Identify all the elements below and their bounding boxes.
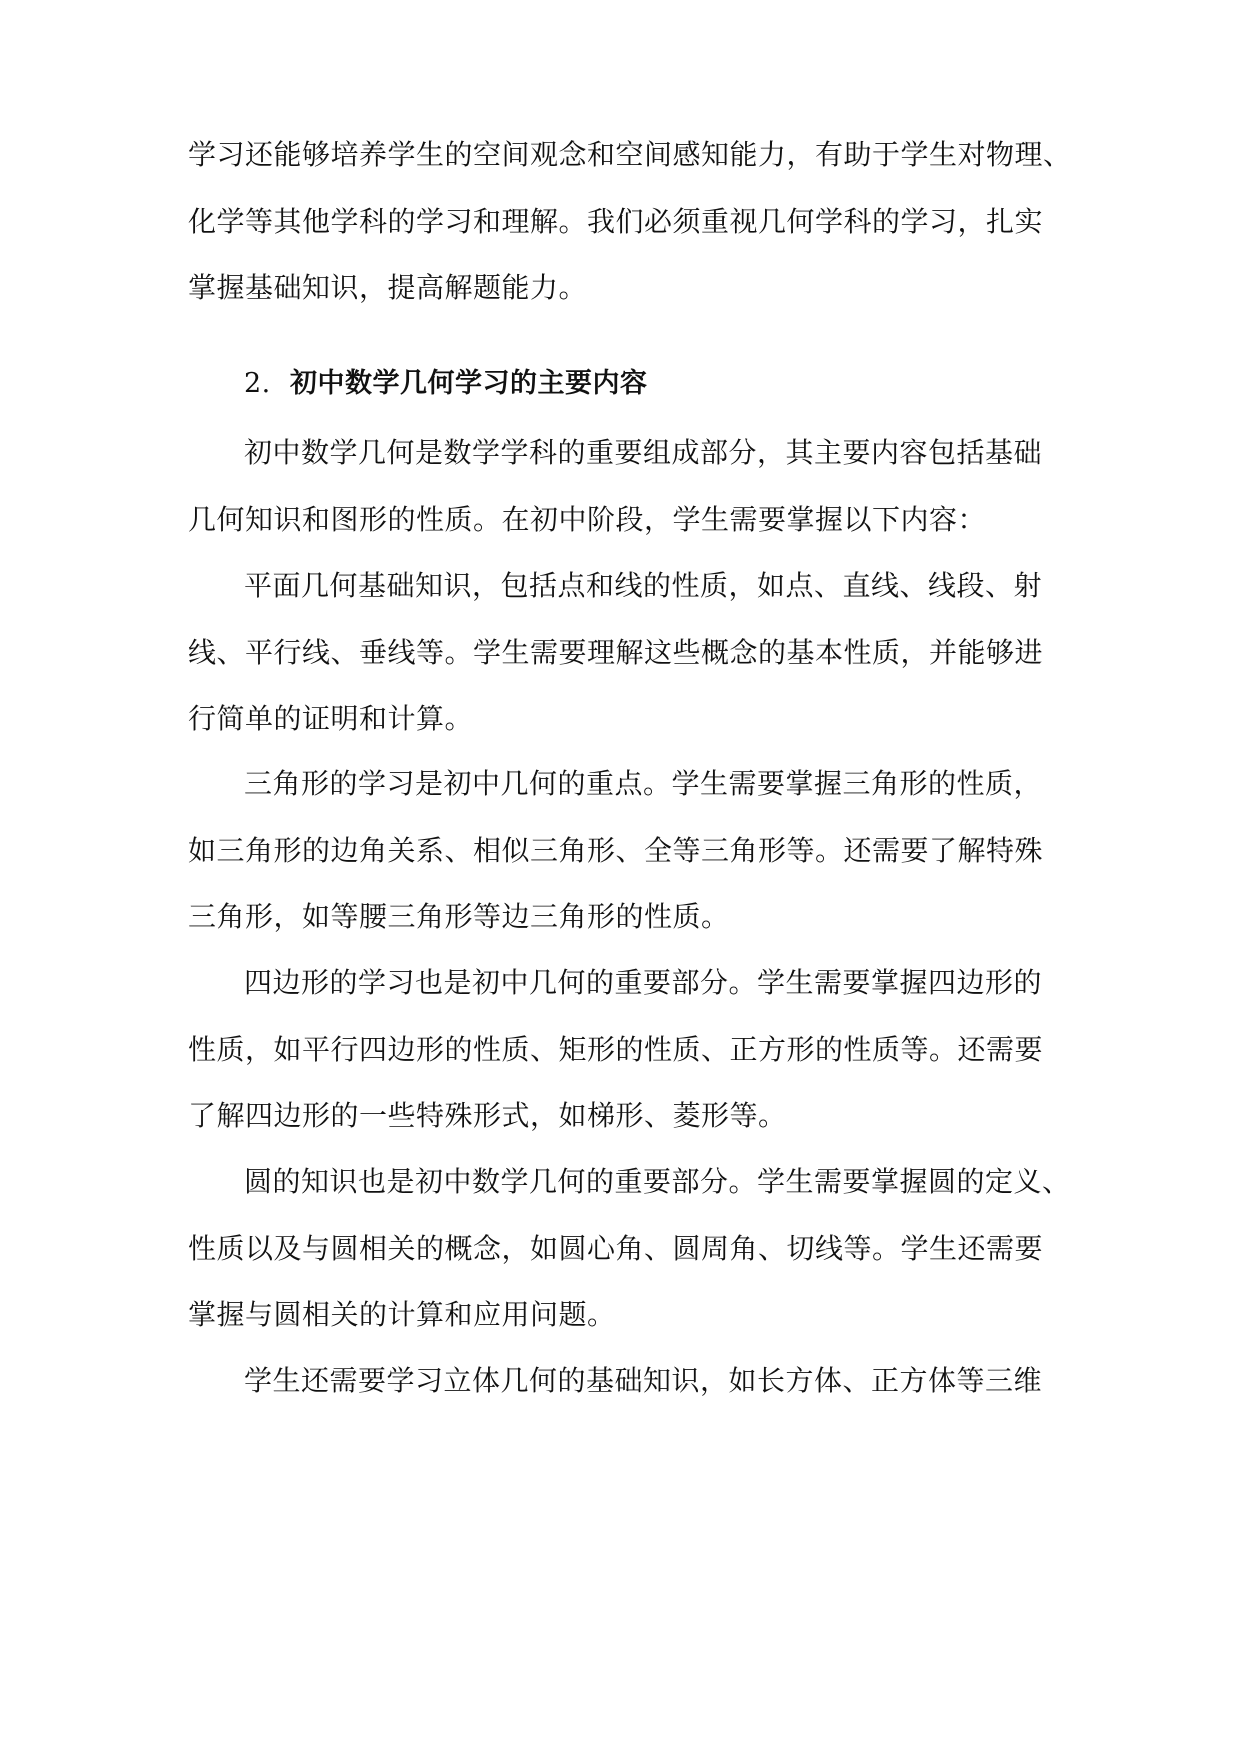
text-line: 化学等其他学科的学习和理解。我们必须重视几何学科的学习，扎实 (188, 205, 1044, 238)
text-line: 掌握与圆相关的计算和应用问题。 (188, 1298, 616, 1331)
section-heading (244, 364, 1088, 404)
text-line: 了解四边形的一些特殊形式，如梯形、菱形等。 (188, 1099, 787, 1132)
text-line: 初中数学几何是数学学科的重要组成部分，其主要内容包括基础 (244, 436, 1043, 469)
text-line: 如三角形的边角关系、相似三角形、全等三角形等。还需要了解特殊 (188, 834, 1044, 867)
text-line: 几何知识和图形的性质。在初中阶段，学生需要掌握以下内容： (188, 503, 987, 536)
text-line: 线、平行线、垂线等。学生需要理解这些概念的基本性质，并能够进 (188, 636, 1044, 669)
text-line: 掌握基础知识，提高解题能力。 (188, 271, 588, 304)
text-line: 性质以及与圆相关的概念，如圆心角、圆周角、切线等。学生还需要 (188, 1232, 1044, 1265)
text-line: 圆的知识也是初中数学几何的重要部分。学生需要掌握圆的定义、 (244, 1165, 1071, 1198)
text-line: 学习还能够培养学生的空间观念和空间感知能力，有助于学生对物理、 (188, 138, 1072, 171)
text-line: 三角形的学习是初中几何的重点。学生需要掌握三角形的性质， (244, 767, 1043, 800)
text-line: 平面几何基础知识，包括点和线的性质，如点、直线、线段、射 (244, 569, 1043, 602)
text-line: 三角形，如等腰三角形等边三角形的性质。 (188, 900, 730, 933)
text-line: 四边形的学习也是初中几何的重要部分。学生需要掌握四边形的 (244, 966, 1043, 999)
text-line: 性质，如平行四边形的性质、矩形的性质、正方形的性质等。还需要 (188, 1033, 1044, 1066)
text-line: 行简单的证明和计算。 (188, 702, 474, 735)
section-number: 2. (244, 368, 271, 399)
text-line: 学生还需要学习立体几何的基础知识，如长方体、正方体等三维 (244, 1364, 1043, 1397)
section-title: 初中数学几何学习的主要内容 (290, 368, 648, 399)
